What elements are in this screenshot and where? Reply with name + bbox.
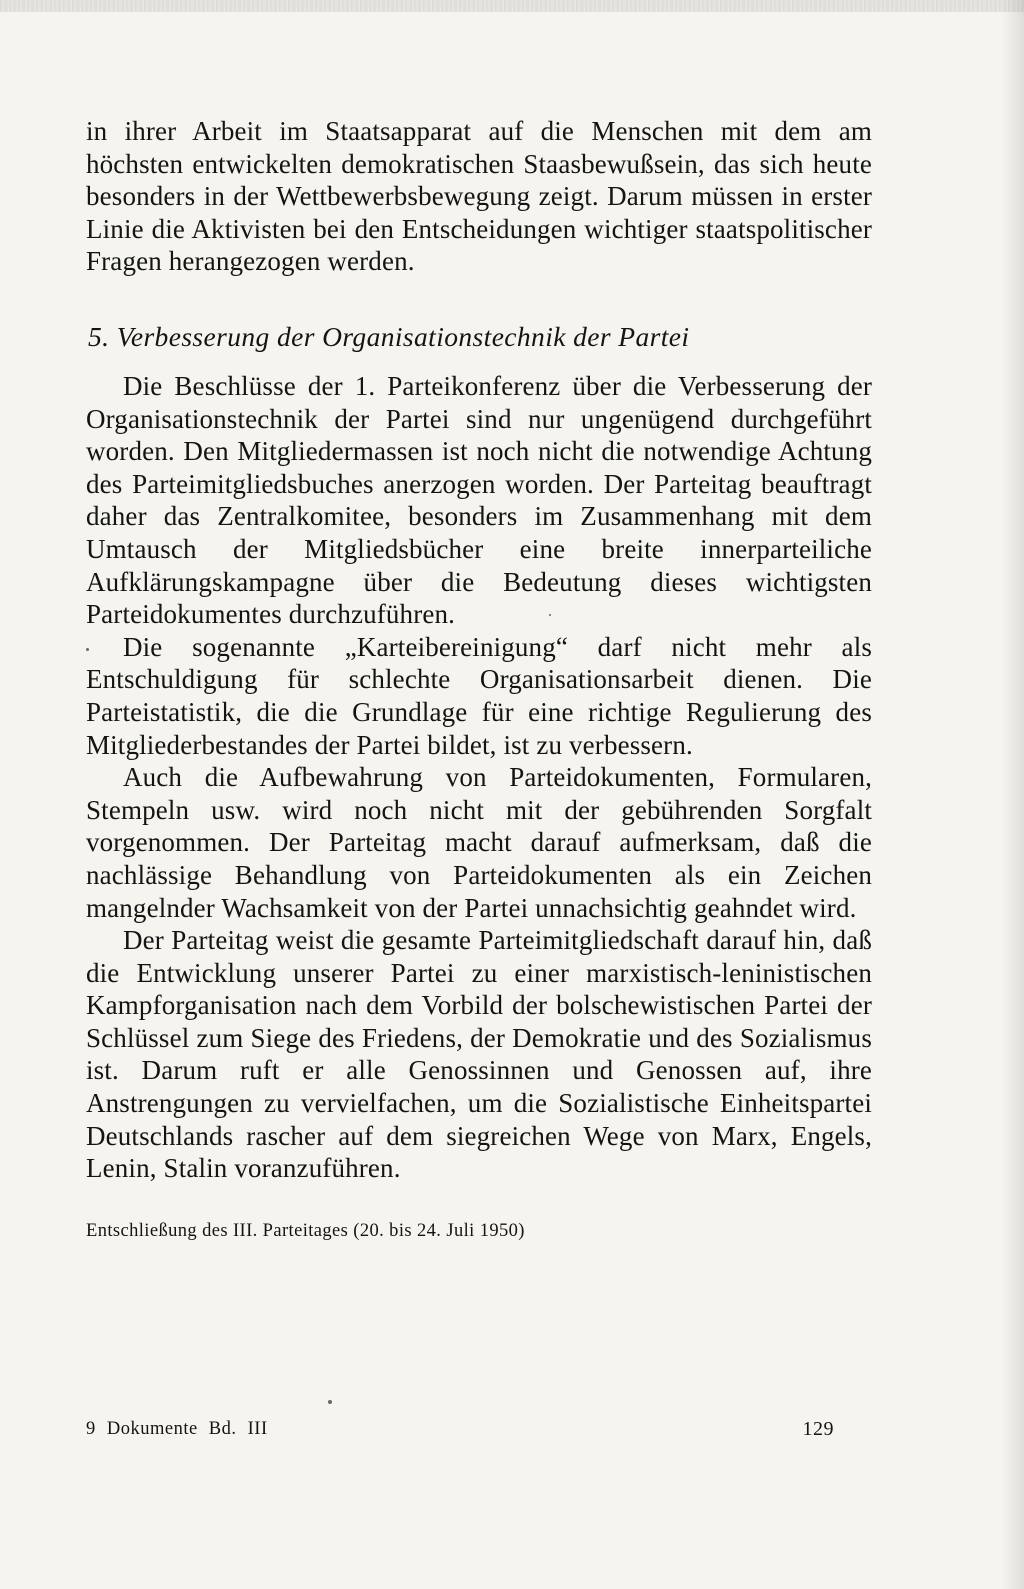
scan-speck — [328, 1400, 332, 1404]
body-paragraph-1: Die Beschlüsse der 1. Parteikonferenz über die Verbesserung der Organisationstechnik der Partei sind nur ungenügend durchgeführt worden. Den Mitgliedermassen ist noch nicht die notwendige Achtung des Parteimitgliedsbuches anerzogen worden. Der Parteitag beauftragt daher das Zentralkomitee, besonders im Zusammenhang mit dem Umtausch der Mitgliedsbücher eine breite innerparteiliche Aufklärungskampagne über die Bedeutung dieses wichtigsten Parteidokumentes durchzuführen. — [86, 371, 872, 630]
intro-paragraph: in ihrer Arbeit im Staatsapparat auf die Menschen mit dem am höchsten entwickelten demokratischen Staasbewußsein, das sich heute besonders in der Wettbewerbsbewegung zeigt. Darum müssen in erster Linie die Aktivisten bei den Entscheidungen wichtiger staatspolitischer Fragen herangezogen werden. — [86, 116, 872, 277]
section-body — [86, 370, 872, 1185]
footer-signature: 9 Dokumente Bd. III — [86, 1419, 268, 1439]
scan-right-edge — [1002, 0, 1024, 1589]
intro-paragraph-block — [86, 115, 872, 278]
section-heading: 5. Verbesserung der Organisationstechnik der Partei — [88, 321, 690, 352]
body-paragraph-2: Die sogenannte „Karteibereinigung“ darf nicht mehr als Entschuldigung für schlechte Organisationsarbeit dienen. Die Parteistatistik, die die Grundlage für eine richtige Regulierung des Mitgliederbestandes der Partei bildet, ist zu verbessern. — [86, 631, 872, 760]
body-paragraph-4: Der Parteitag weist die gesamte Parteimitgliedschaft darauf hin, daß die Entwicklung unserer Partei zu einer marxistisch-leninistischen Kampforganisation nach dem Vorbild der bolschewistischen Partei der Schlüssel zum Siege des Friedens, der Demokratie und des Sozialismus ist. Darum ruft er alle Genossinnen und Genossen auf, ihre Anstrengungen zu vervielfachen, um die Sozialistische Einheitspartei Deutschlands rascher auf dem siegreichen Wege von Marx, Engels, Lenin, Stalin voranzuführen. — [86, 925, 872, 1184]
scan-speck — [86, 648, 89, 651]
page-number: 129 — [802, 1418, 834, 1440]
scan-top-edge — [0, 0, 1024, 12]
source-citation: Entschließung des III. Parteitages (20. bis 24. Juli 1950) — [86, 1221, 525, 1241]
body-paragraph-3: Auch die Aufbewahrung von Parteidokumenten, Formularen, Stempeln usw. wird noch nicht mit der gebührenden Sorgfalt vorgenommen. Der Parteitag macht darauf aufmerksam, daß die nachlässige Behandlung von Parteidokumenten als ein Zeichen mangelnder Wachsamkeit von der Partei unnachsichtig geahndet wird. — [86, 762, 872, 923]
scan-speck — [549, 614, 551, 616]
